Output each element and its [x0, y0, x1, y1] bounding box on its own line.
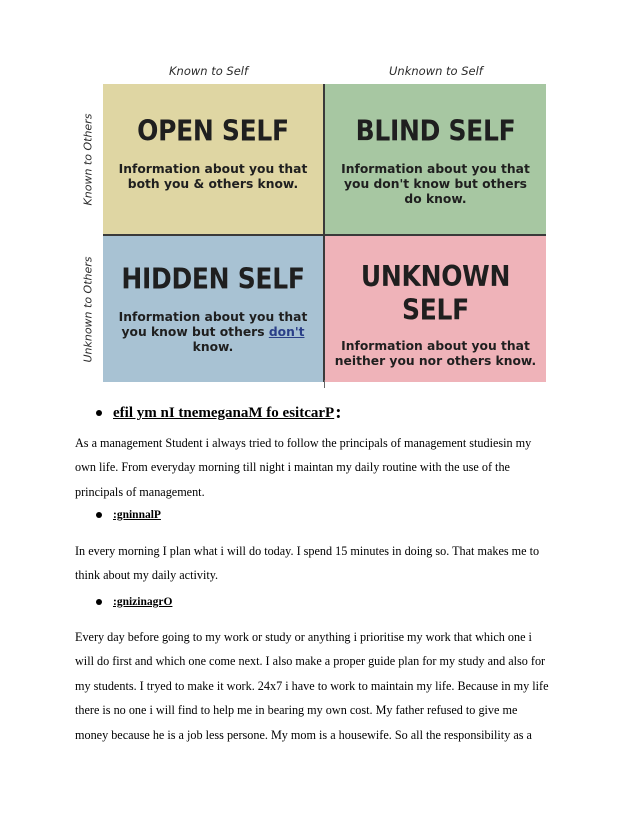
desc-line: neither you nor others know.	[334, 354, 537, 368]
desc-line: both you & others know.	[127, 177, 299, 191]
column-header-unknown-to-self: Unknown to Self	[389, 64, 483, 78]
bullet-icon	[96, 599, 102, 605]
desc-text: you know but others	[121, 325, 269, 339]
quadrant-title: BLIND SELF	[355, 113, 516, 148]
quadrant-description	[103, 310, 323, 355]
heading-colon: :	[335, 402, 342, 423]
row-header-unknown-to-others	[77, 236, 99, 382]
heading-text: :gninnalP	[113, 509, 161, 521]
row-header-known-to-others-label: Known to Others	[81, 113, 95, 205]
desc-line: Information about you that	[341, 339, 530, 353]
paragraph-line: As a management Student i always tried to follow the principals of management studiesin my	[75, 436, 532, 450]
section-heading-practice	[96, 402, 342, 424]
quadrant-description	[325, 162, 546, 207]
row-header-known-to-others	[77, 84, 99, 234]
paragraph-line: will do first and which one come next. I also make a proper guide plan for my study and also for	[75, 654, 546, 669]
desc-line: Information about you that	[341, 162, 530, 176]
paragraph-line: there is no one i will find to help me in bearing my own cost. My father refused to give me	[75, 703, 518, 718]
paragraph-practice	[75, 431, 575, 504]
paragraph-organizing	[75, 625, 575, 747]
quadrant-blind-self	[325, 84, 546, 234]
quadrant-title: OPEN SELF	[137, 113, 289, 148]
paragraph-line: own life. From everyday morning till night i maintan my daily routine with the use of the	[75, 460, 510, 475]
heading-text: :gnizinagrO	[113, 596, 173, 608]
paragraph-line: my students. I tryed to make it work. 24x7 i have to work to maintain my life. Because in my life	[75, 678, 549, 693]
row-header-unknown-to-others-label: Unknown to Others	[81, 255, 95, 363]
bullet-icon	[96, 512, 102, 518]
quadrant-title: HIDDEN SELF	[121, 261, 305, 296]
desc-line: Information about you that	[118, 162, 308, 176]
desc-line: do know.	[404, 192, 467, 206]
quadrant-description	[103, 162, 323, 192]
desc-line: you don't know but others	[344, 177, 527, 191]
quadrant-hidden-self	[103, 236, 323, 382]
paragraph-planning	[75, 539, 575, 588]
desc-line: Information about you that	[118, 310, 308, 324]
quadrant-open-self	[103, 84, 323, 234]
heading-text: efil ym nI tnemeganaM fo esitcarP	[113, 404, 335, 421]
section-heading-planning	[96, 509, 161, 521]
paragraph-line: Every day before going to my work or study or anything i prioritise my work that which one i	[75, 630, 532, 644]
quadrant-description	[325, 339, 546, 369]
quadrant-title: UNKNOWN SELF	[360, 259, 511, 327]
desc-emphasis: don't	[268, 325, 305, 339]
desc-line	[103, 325, 323, 340]
johari-window-figure	[79, 58, 545, 384]
paragraph-line: principals of management.	[75, 484, 205, 499]
desc-line: know.	[192, 340, 234, 354]
section-heading-organizing	[96, 596, 172, 608]
paragraph-line: think about my daily activity.	[75, 568, 219, 583]
quadrant-unknown-self	[325, 236, 546, 382]
grid-divider-vertical	[323, 84, 325, 382]
paragraph-line: In every morning I plan what i will do today. I spend 15 minutes in doing so. That makes me to	[75, 544, 540, 558]
bullet-icon	[96, 410, 102, 416]
column-header-known-to-self: Known to Self	[169, 64, 249, 78]
paragraph-line: money because he is a job less persone. My mom is a housewife. So all the responsibility as a	[75, 727, 532, 742]
figure-tick-mark	[324, 380, 325, 388]
grid-divider-horizontal	[103, 234, 546, 236]
